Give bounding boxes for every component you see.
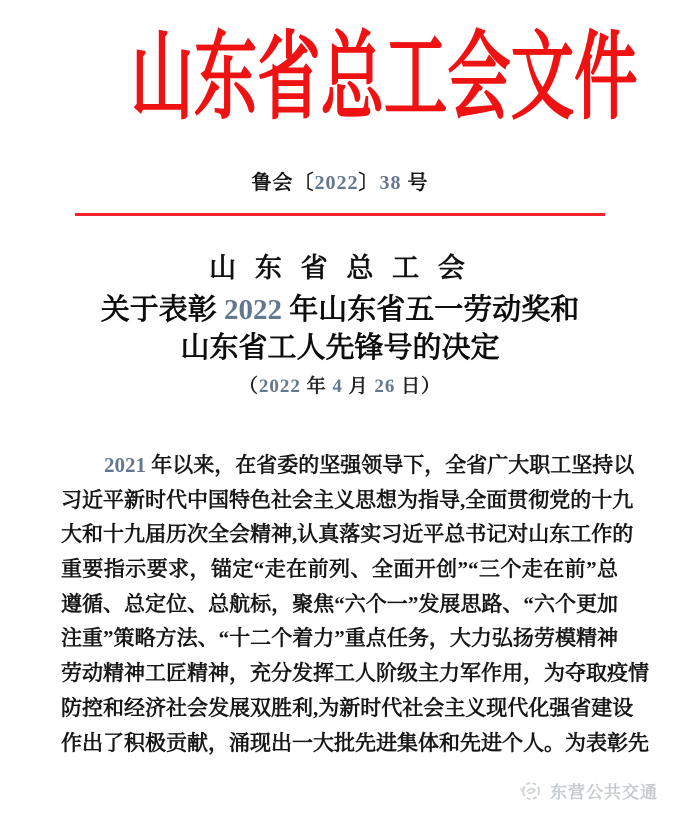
watermark-label: 东营公共交通 (550, 783, 658, 802)
title-org-line: 山 东 省 总 工 会 (209, 253, 471, 283)
document-date: （2022 年 4 月 26 日） (238, 376, 442, 397)
red-divider (75, 213, 605, 216)
title-line-3: 山东省工人先锋号的决定 (180, 332, 500, 364)
body-line: 重要指示要求，锚定“走在前列、全面开创”“三个走在前”总 (61, 557, 618, 582)
body-paragraph (61, 448, 649, 760)
watermark (518, 778, 658, 803)
masthead (0, 26, 680, 130)
title-main (0, 291, 680, 367)
body-line: 防控和经济社会发展双胜利,为新时代社会主义现代化强省建设 (61, 695, 634, 720)
title-line-2: 关于表彰 2022 年山东省五一劳动奖和 (100, 294, 580, 326)
body-line: 作出了积极贡献，涌现出一大批先进集体和先进个人。为表彰先 (61, 730, 649, 755)
body-line: 注重”策略方法、“十二个着力”重点任务，大力弘扬劳模精神 (61, 626, 618, 651)
body-line: 2021 年以来，在省委的坚强领导下，全省广大职工坚持以 (104, 453, 635, 477)
body-line: 习近平新时代中国特色社会主义思想为指导,全面贯彻党的十九 (61, 487, 634, 512)
body-line: 遵循、总定位、总航标，聚焦“六个一”发展思路、“六个更加 (61, 591, 618, 616)
transit-logo-icon (518, 779, 542, 803)
org-title: 山东省总工会文件 (130, 24, 638, 131)
body-line: 大和十九届历次全会精神,认真落实习近平总书记对山东工作的 (61, 522, 634, 547)
body-line: 劳动精神工匠精神，充分发挥工人阶级主力军作用，为夺取疫情 (61, 661, 649, 686)
doc-number: 鲁会〔2022〕38 号 (251, 172, 429, 194)
